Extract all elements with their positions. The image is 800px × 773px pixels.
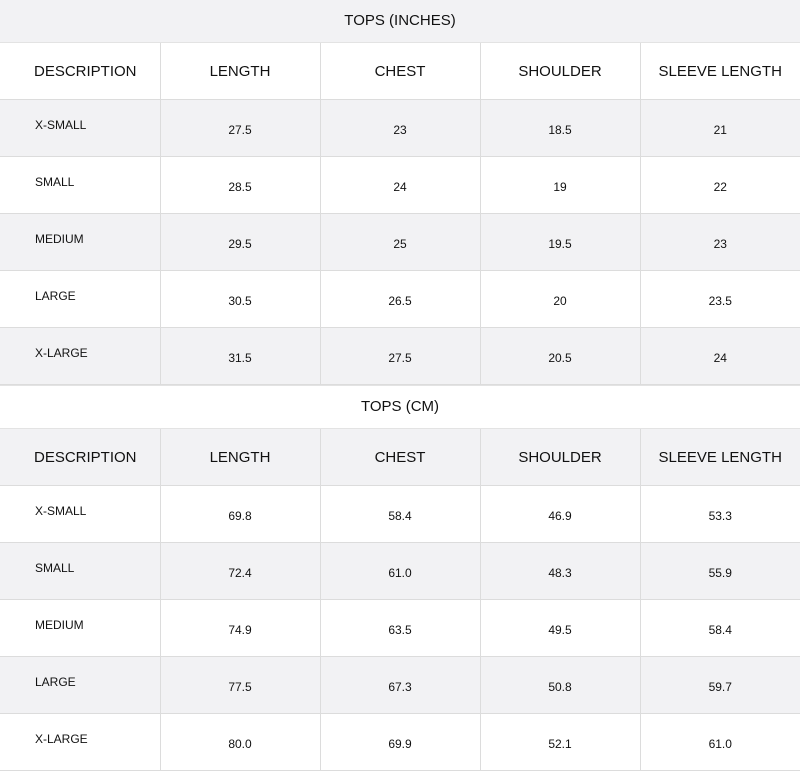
table-row bbox=[0, 714, 800, 771]
shoulder-value: 20.5 bbox=[480, 328, 640, 385]
size-label: SMALL bbox=[0, 543, 160, 600]
sleeve-length-value: 58.4 bbox=[640, 600, 800, 657]
table-row bbox=[0, 328, 800, 385]
chest-value: 63.5 bbox=[320, 600, 480, 657]
size-label: X-SMALL bbox=[0, 486, 160, 543]
size-label: MEDIUM bbox=[0, 214, 160, 271]
length-value: 30.5 bbox=[160, 271, 320, 328]
size-label: X-SMALL bbox=[0, 100, 160, 157]
header-description: DESCRIPTION bbox=[0, 43, 160, 100]
size-label: X-LARGE bbox=[0, 714, 160, 771]
table-row bbox=[0, 657, 800, 714]
length-value: 31.5 bbox=[160, 328, 320, 385]
header-sleeve-length: SLEEVE LENGTH bbox=[640, 43, 800, 100]
shoulder-value: 50.8 bbox=[480, 657, 640, 714]
shoulder-value: 48.3 bbox=[480, 543, 640, 600]
cm-table-title: TOPS (CM) bbox=[0, 385, 800, 429]
length-value: 28.5 bbox=[160, 157, 320, 214]
shoulder-value: 52.1 bbox=[480, 714, 640, 771]
chest-value: 26.5 bbox=[320, 271, 480, 328]
chest-value: 25 bbox=[320, 214, 480, 271]
length-value: 74.9 bbox=[160, 600, 320, 657]
header-length: LENGTH bbox=[160, 43, 320, 100]
header-sleeve-length: SLEEVE LENGTH bbox=[640, 429, 800, 486]
size-label: LARGE bbox=[0, 271, 160, 328]
chest-value: 24 bbox=[320, 157, 480, 214]
shoulder-value: 19 bbox=[480, 157, 640, 214]
chest-value: 23 bbox=[320, 100, 480, 157]
shoulder-value: 49.5 bbox=[480, 600, 640, 657]
header-shoulder: SHOULDER bbox=[480, 429, 640, 486]
size-label: X-LARGE bbox=[0, 328, 160, 385]
chest-value: 27.5 bbox=[320, 328, 480, 385]
header-description: DESCRIPTION bbox=[0, 429, 160, 486]
table-row bbox=[0, 214, 800, 271]
size-label: SMALL bbox=[0, 157, 160, 214]
chest-value: 61.0 bbox=[320, 543, 480, 600]
sleeve-length-value: 21 bbox=[640, 100, 800, 157]
table-row bbox=[0, 486, 800, 543]
header-chest: CHEST bbox=[320, 429, 480, 486]
table-row bbox=[0, 157, 800, 214]
shoulder-value: 20 bbox=[480, 271, 640, 328]
header-length: LENGTH bbox=[160, 429, 320, 486]
sleeve-length-value: 22 bbox=[640, 157, 800, 214]
chest-value: 67.3 bbox=[320, 657, 480, 714]
table-row bbox=[0, 600, 800, 657]
table-row bbox=[0, 543, 800, 600]
cm-header-row bbox=[0, 429, 800, 486]
cm-size-table bbox=[0, 429, 800, 771]
length-value: 80.0 bbox=[160, 714, 320, 771]
sleeve-length-value: 59.7 bbox=[640, 657, 800, 714]
length-value: 27.5 bbox=[160, 100, 320, 157]
length-value: 77.5 bbox=[160, 657, 320, 714]
length-value: 69.8 bbox=[160, 486, 320, 543]
chest-value: 58.4 bbox=[320, 486, 480, 543]
sleeve-length-value: 23 bbox=[640, 214, 800, 271]
chest-value: 69.9 bbox=[320, 714, 480, 771]
sleeve-length-value: 55.9 bbox=[640, 543, 800, 600]
shoulder-value: 18.5 bbox=[480, 100, 640, 157]
table-row bbox=[0, 100, 800, 157]
length-value: 72.4 bbox=[160, 543, 320, 600]
sleeve-length-value: 24 bbox=[640, 328, 800, 385]
size-label: LARGE bbox=[0, 657, 160, 714]
sleeve-length-value: 53.3 bbox=[640, 486, 800, 543]
header-shoulder: SHOULDER bbox=[480, 43, 640, 100]
header-chest: CHEST bbox=[320, 43, 480, 100]
inches-table-title: TOPS (INCHES) bbox=[0, 0, 800, 43]
sleeve-length-value: 61.0 bbox=[640, 714, 800, 771]
shoulder-value: 19.5 bbox=[480, 214, 640, 271]
size-label: MEDIUM bbox=[0, 600, 160, 657]
inches-size-table bbox=[0, 43, 800, 385]
length-value: 29.5 bbox=[160, 214, 320, 271]
table-row bbox=[0, 271, 800, 328]
sleeve-length-value: 23.5 bbox=[640, 271, 800, 328]
inches-header-row bbox=[0, 43, 800, 100]
shoulder-value: 46.9 bbox=[480, 486, 640, 543]
